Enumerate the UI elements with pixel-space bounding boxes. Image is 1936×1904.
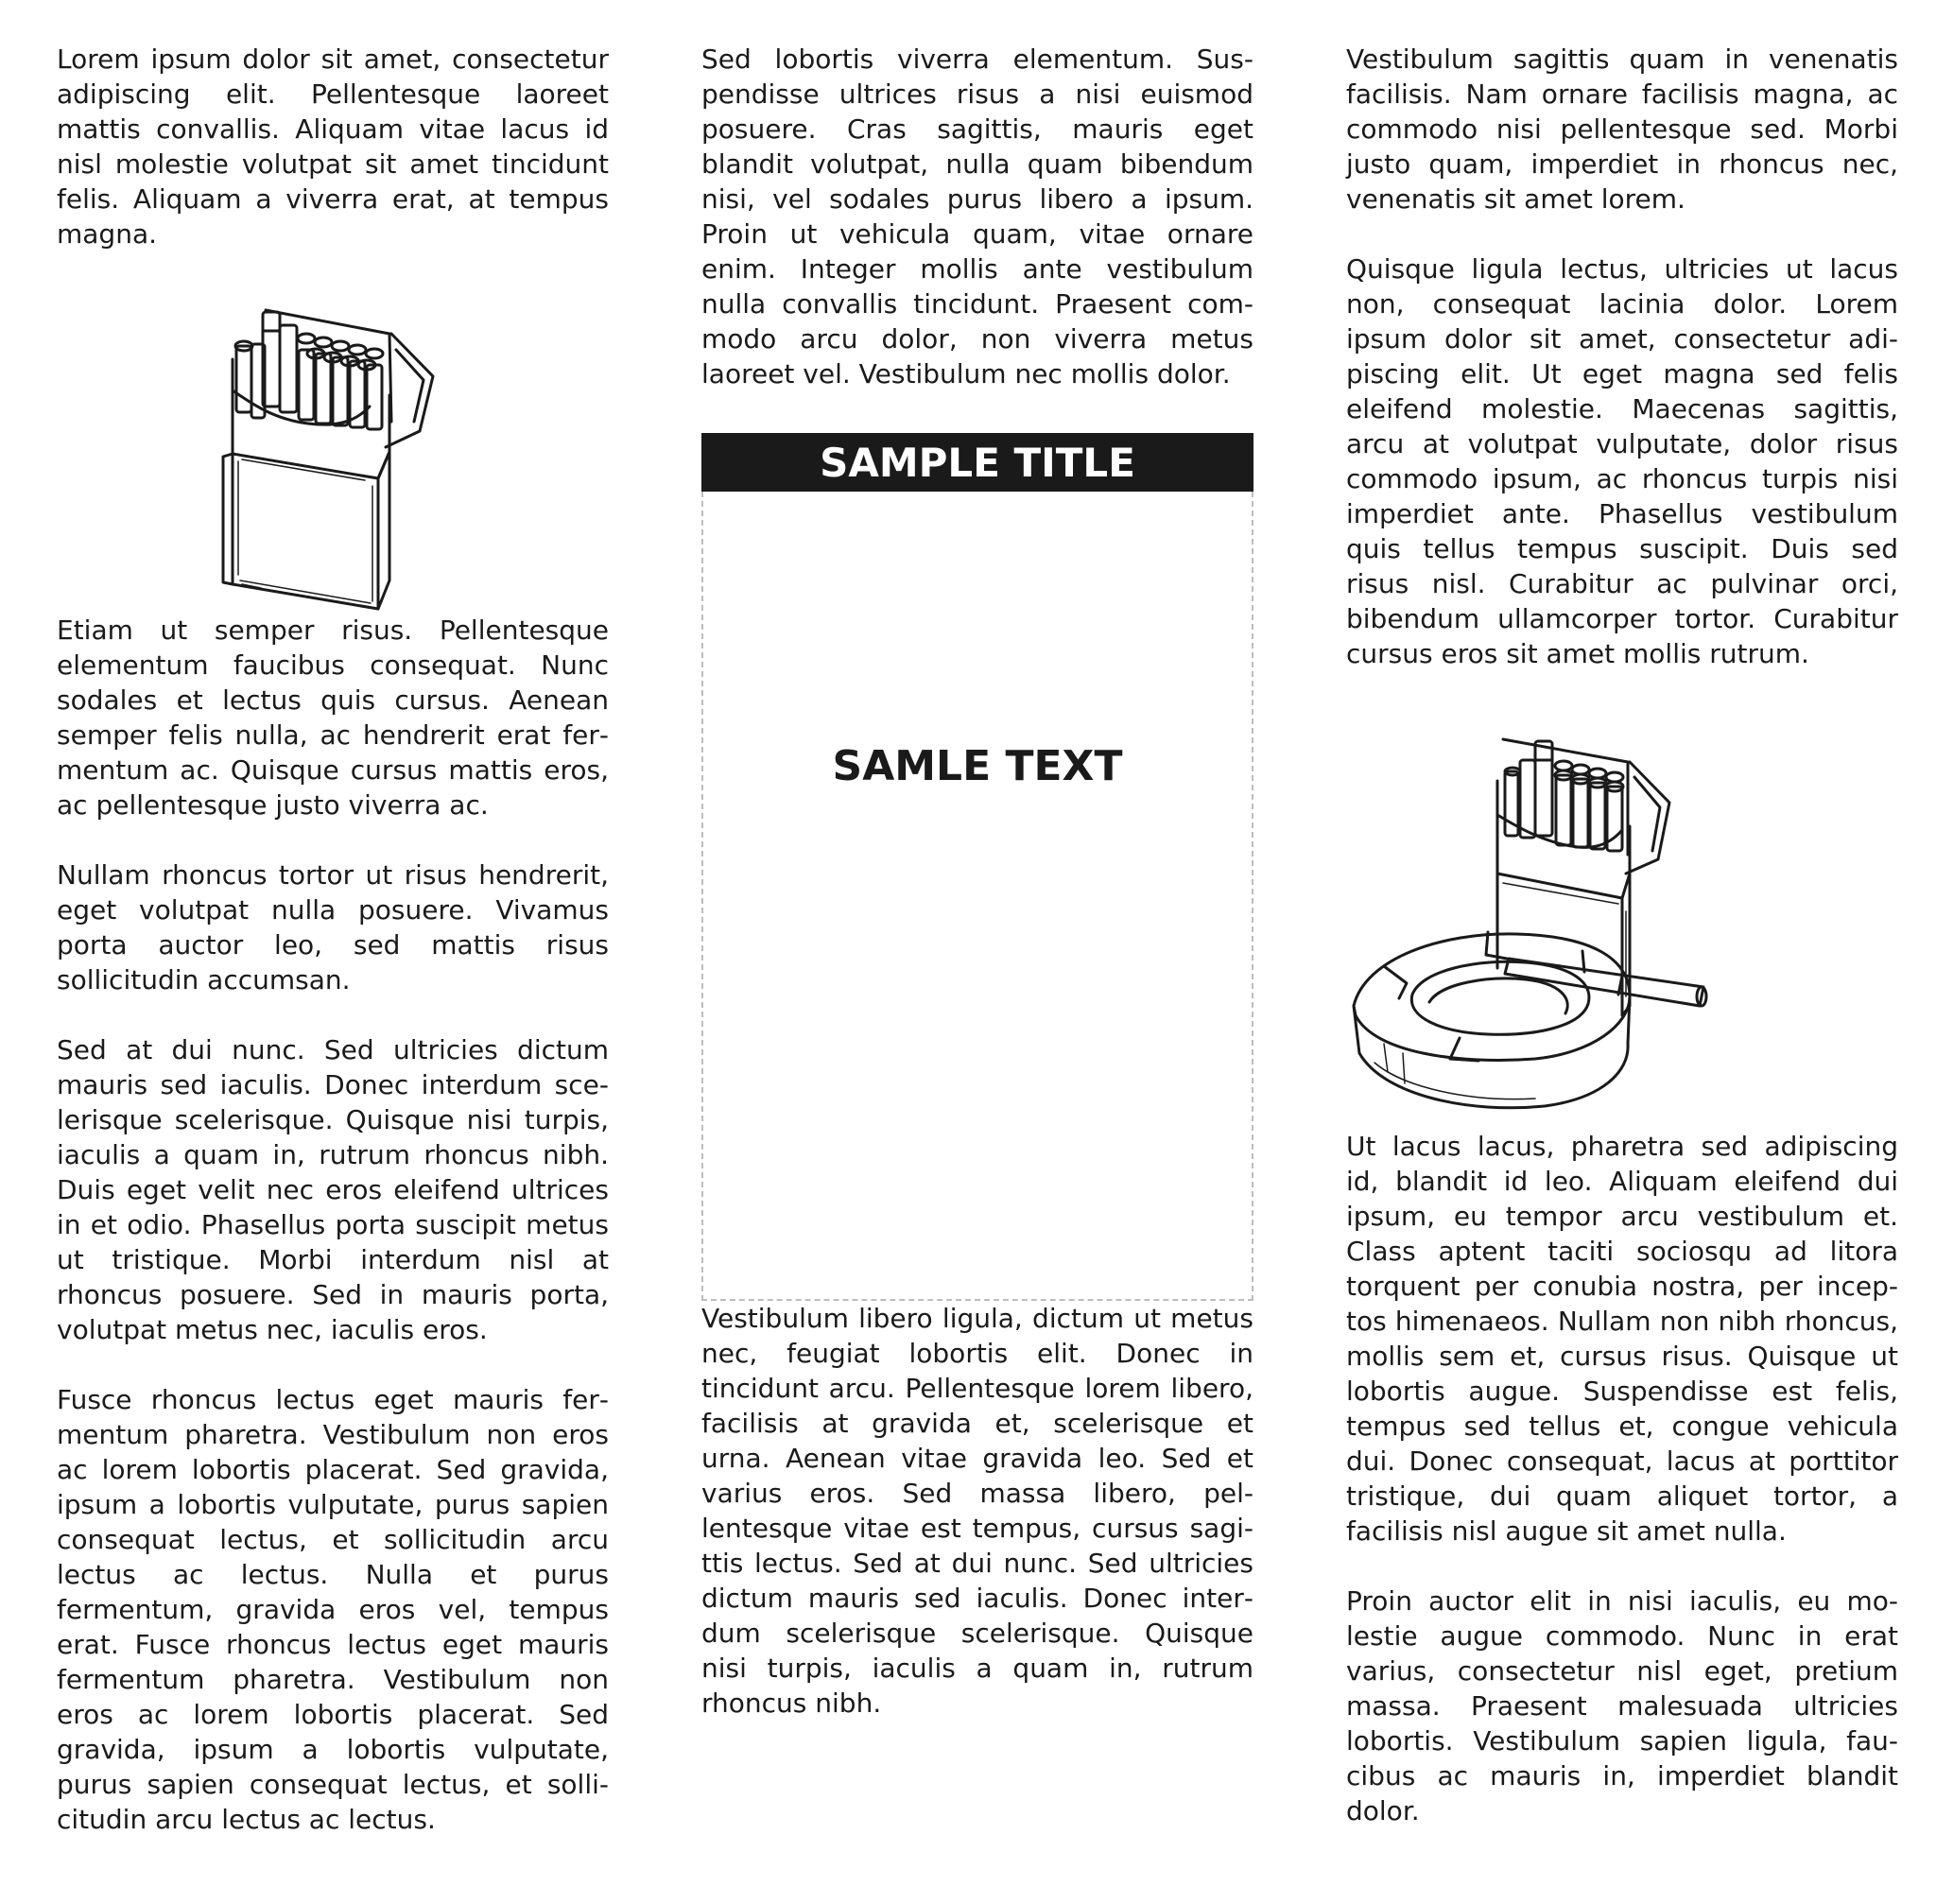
cigarette-pack-with-ashtray-icon	[1346, 732, 1753, 1129]
sample-box	[701, 433, 1253, 1301]
cigarette-pack-icon	[204, 301, 450, 613]
right-column	[1346, 42, 1898, 1828]
right-paragraph-1: Vestibulum sagittis quam in venenatis facilisis. Nam ornare facilisis magna, ac commodo nisi pellentesque sed. Morbi justo quam, imperdiet in rhoncus nec, venenatis sit amet lorem.	[1346, 43, 1898, 215]
left-paragraph-3: Nullam rhoncus tortor ut risus hendrerit, eget volutpat nulla posuere. Vivamus porta auctor leo, sed mattis risus sollicitudin accumsan.	[57, 859, 609, 995]
middle-paragraph-1: Sed lobortis viverra elementum. Suspendisse ultrices risus a nisi euismod posuere. Cras sagittis, mauris eget blandit volutpat, nulla quam bibendum nisi, vel sodales purus libero a ipsum. Proin ut vehicula quam, vitae ornare enim. Integer mollis ante vestibulum nulla convallis tincidunt. Praesent commodo arcu dolor, non viverra metus laoreet vel. Vestibulum nec mollis dolor.	[701, 43, 1253, 389]
left-paragraph-2: Etiam ut semper risus. Pellentesque elementum faucibus consequat. Nunc sodales et lectus quis cursus. Aenean semper felis nulla, ac hendrerit erat fermentum ac. Quisque cursus mattis eros, ac pellentesque justo viverra ac.	[57, 614, 609, 821]
middle-paragraph-2: Vestibulum libero ligula, dictum ut metus nec, feugiat lobortis elit. Donec in tincidunt arcu. Pellentesque lorem libero, facilisis at gravida et, scelerisque et urna. Aenean vitae gravida leo. Sed et varius eros. Sed massa libero, pellentesque vitae est tempus, cursus sagittis lectus. Sed at dui nunc. Sed ultricies dictum mauris sed iaculis. Donec interdum scelerisque scelerisque. Quisque nisi turpis, iaculis a quam in, rutrum rhoncus nibh.	[701, 1303, 1253, 1719]
box-body	[701, 492, 1253, 1301]
left-column	[57, 42, 609, 1837]
right-paragraph-4: Proin auctor elit in nisi iaculis, eu molestie augue commodo. Nunc in erat varius, consectetur nisl eget, pretium massa. Praesent malesuada ultricies lobortis. Vestibulum sapien ligula, faucibus ac mauris in, imperdiet blandit dolor.	[1346, 1585, 1898, 1826]
box-text: SAMLE TEXT	[832, 742, 1123, 790]
right-paragraph-3: Ut lacus lacus, pharetra sed adipiscing id, blandit id leo. Aliquam eleifend dui ipsum, eu tempor arcu vestibulum et. Class aptent taciti sociosqu ad litora torquent per conubia nostra, per inceptos himenaeos. Nullam non nibh rhoncus, mollis sem et, cursus risus. Quisque ut lobortis augue. Suspendisse est felis, tempus sed tellus et, congue vehicula dui. Donec consequat, lacus at porttitor tristique, dui quam aliquet tortor, a facilisis nisl augue sit amet nulla.	[1346, 1131, 1898, 1547]
middle-column	[701, 42, 1253, 1721]
left-paragraph-1: Lorem ipsum dolor sit amet, consectetur adipiscing elit. Pellentesque laoreet mattis convallis. Aliquam vitae lacus id nisl molestie volutpat sit amet tincidunt felis. Aliquam a viverra erat, at tempus magna.	[57, 43, 609, 250]
right-paragraph-2: Quisque ligula lectus, ultricies ut lacus non, consequat lacinia dolor. Lorem ipsum dolor sit amet, consectetur adipiscing elit. Ut eget magna sed felis eleifend molestie. Maecenas sagittis, arcu at volutpat vulputate, dolor risus commodo ipsum, ac rhoncus turpis nisi imperdiet ante. Phasellus vestibulum quis tellus tempus suscipit. Duis sed risus nisl. Curabitur ac pulvinar orci, bibendum ullamcorper tortor. Curabitur cursus eros sit amet mollis rutrum.	[1346, 253, 1898, 669]
left-paragraph-5: Fusce rhoncus lectus eget mauris fermentum pharetra. Vestibulum non eros ac lorem lobortis placerat. Sed gravida, ipsum a lobortis vulputate, purus sapien consequat lectus, et sollicitudin arcu lectus ac lectus. Nulla et purus fermentum, gravida eros vel, tempus erat. Fusce rhoncus lectus eget mauris fermentum pharetra. Vestibulum non eros ac lorem lobortis placerat. Sed gravida, ipsum a lobortis vulputate, purus sapien consequat lectus, et sollicitudin arcu lectus ac lectus.	[57, 1384, 609, 1835]
box-title: SAMPLE TITLE	[701, 433, 1253, 492]
left-paragraph-4: Sed at dui nunc. Sed ultricies dictum mauris sed iaculis. Donec interdum scelerisque scelerisque. Quisque nisi turpis, iaculis a quam in, rutrum rhoncus nibh. Duis eget velit nec eros eleifend ultrices in et odio. Phasellus porta suscipit metus ut tristique. Morbi interdum nisl at rhoncus posuere. Sed in mauris porta, volutpat metus nec, iaculis eros.	[57, 1034, 609, 1345]
